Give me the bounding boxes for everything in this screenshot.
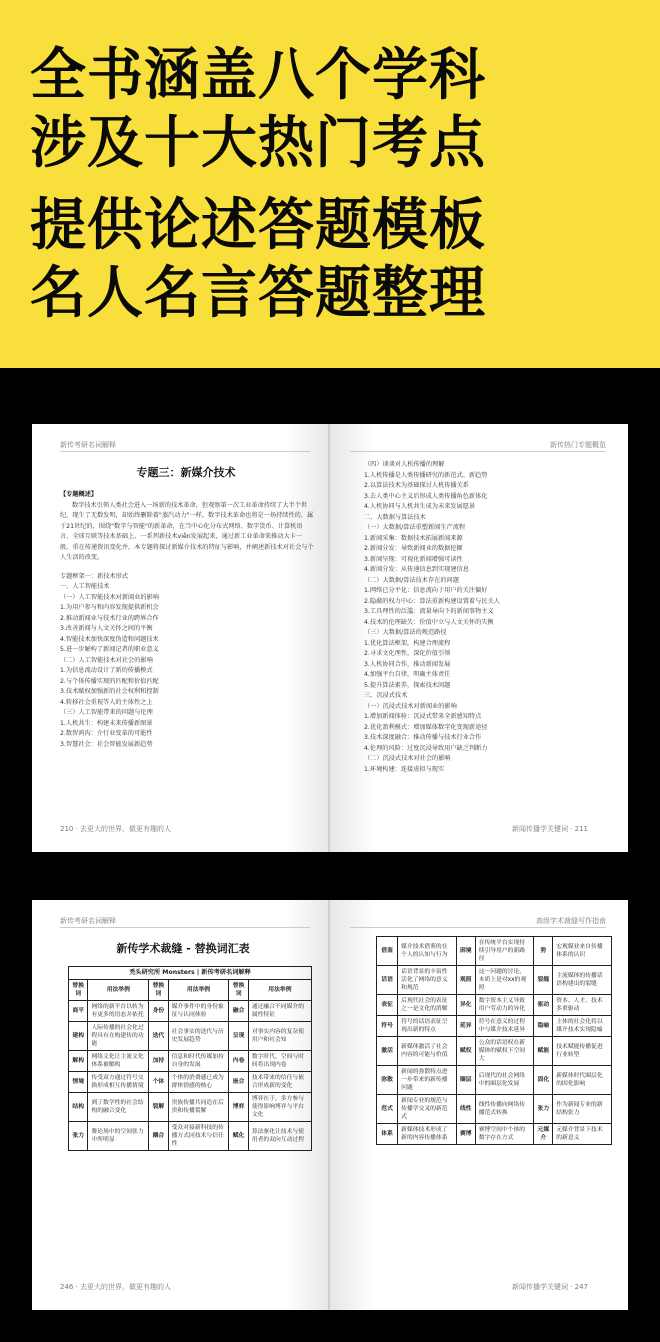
page-246 [32,900,330,1310]
headline-line-1: 全书涵盖八个学科 [30,43,486,108]
vocab-table [68,966,312,1151]
usage-cell: 技术带来的信任与嵌合形成新的变化 [248,1072,311,1093]
text-line: 1.为信息流动设计了新的传播模式 [60,667,153,674]
text-line: 4.加强平台自律，明确主体责任 [364,671,451,678]
text-line: 4.伦理的风险：过度沉浸导致用户缺乏判断力 [364,744,488,752]
usage-cell: 资本、人才、技术多重驱动 [553,995,612,1016]
text-line: （一）人工智能技术对新闻业的影响 [60,593,159,601]
usage-cell: 网络的新平台以转为有更多的语态并依托 [88,1001,149,1022]
headline-line-4: 名人名言答题整理 [30,261,486,326]
table-header-cell: 替换词 [69,980,88,1001]
text-line: 5.提升算法素养，探索技术问题 [364,681,451,689]
usage-cell: 符号的话语表征呈现出新的特点 [398,1016,457,1037]
text-line: 1.新闻采集：数据技术拓展新闻来源 [364,534,463,542]
term-cell: 加持 [149,1051,168,1072]
term-cell: 困境 [456,937,475,966]
usage-cell: 话语背景的丰富性活化了网络的意义和规范 [398,966,457,995]
page-body [60,490,314,750]
running-head: 高级学术裁缝写作指南 [536,917,606,925]
table-row [69,1001,312,1022]
term-cell: 元媒介 [534,1124,553,1145]
page-body [364,460,614,775]
text-line: 1.人机传播是人类传播研究的新范式、新趋势 [364,471,488,479]
term-cell: 符号 [377,1016,398,1037]
text-line: 1.增加新闻体验：沉浸式带来全新感知特点 [364,713,482,720]
text-line: 3.工具理性的泛滥：流量导向下的新闻事物主义 [364,608,494,615]
usage-cell: 赛博空间中个体的数字存在方式 [475,1124,534,1145]
table-row [377,1016,612,1037]
usage-cell: 后现代的社会网络中的圈层化发展 [475,1066,534,1095]
table-caption: 禿头研究所 Monsters | 新传考研名词解释 [69,967,312,980]
usage-cell: 社会事实的迭代与历史发展趋势 [168,1022,229,1051]
usage-cell: 通过融合不同媒介的属性特征 [248,1001,311,1022]
running-head: 新传热门专题概览 [550,441,606,449]
page-211 [330,424,628,852]
text-line: （三）人工智能带来的问题与伦理 [60,709,153,716]
term-cell: 激活 [377,1037,398,1066]
text-line: （一）大数据/算法重塑新闻生产流程 [364,524,466,531]
usage-cell: 技术赋能传播促进行业转型 [553,1037,612,1066]
term-cell: 裂解 [149,1093,168,1122]
term-cell: 商平 [69,1001,88,1022]
term-cell: 异化 [456,995,475,1016]
term-cell: 张力 [534,1095,553,1124]
term-cell: 身份 [149,1001,168,1022]
term-cell: 赋能 [534,1037,553,1066]
header-rule [60,927,310,928]
table-header-cell: 替换词 [229,980,248,1001]
text-line: 4.智能技术加快深度伪造和问题技术 [60,635,159,643]
text-line: 1.优化算法框架，构建合理流程 [364,639,451,647]
term-cell: 内卷 [229,1051,248,1072]
usage-cell: 新媒体时代圈层化的固化影响 [553,1066,612,1095]
usage-cell: 媒介技术借鉴的在个人的认知与行为 [398,937,457,966]
term-cell: 借鉴 [377,937,398,966]
usage-cell: 传受双方通过符号交换形成相互传播情境 [88,1072,149,1093]
text-line: 3.智慧社会：社会智能发展新趋势 [60,740,153,748]
term-cell: 赋化 [229,1122,248,1151]
term-cell: 裂缝 [534,966,553,995]
term-cell: 博弈 [229,1093,248,1122]
usage-cell: 新媒体激活了社会内容的可能与价值 [398,1037,457,1066]
table-row [69,1093,312,1122]
term-cell: 赛博 [456,1124,475,1145]
term-cell: 体系 [377,1124,398,1145]
usage-cell: 到了数学性的社会结构的融合变化 [88,1093,149,1122]
usage-cell: 在传统平台实现持续引导用户的新路径 [475,937,534,966]
text-line: 1.为用户参与和内容发现提供新机会 [60,604,159,611]
table-row [377,1124,612,1145]
text-line: 2.与个体传播实现的匹配和价值匹配 [60,677,159,685]
running-head: 新传考研名词解释 [60,917,116,925]
table-header-cell: 用法举例 [88,980,149,1001]
text-line: 4.新闻分发：从传递信息到实现建信息 [364,566,469,573]
text-line: 5.进一步解构了新闻记者的职业意义 [60,646,159,653]
table-header-cell: 替换词 [149,980,168,1001]
book-spread-1 [32,424,628,852]
term-cell: 圈层 [456,1066,475,1095]
usage-cell: 符号在意义的过程中与媒介技术延异 [475,1016,534,1037]
term-cell: 范式 [377,1095,398,1124]
intro-paragraph: 数字技术引领人类社会进入一场新的技术革命，但观察第一次工业革命持续了大半个世纪，现生了无数发明，却始终删除着"蒸汽动力"一样，数字技术革命也将是一场持续性的，属于21世纪的，围绕"数字与智能"的新革命，在当中心化分布式网络、数字货币、计算机语言、全球互联等技术基础上，一系列新技术viễn发展起来，通过新工业革命来推动大卡一般，重在传递资讯变化并，本专题将探讨新媒介技术的特征与影响，并阐述新技术对社会与个人生活的改变。 [60,501,314,561]
text-line: 三、沉浸式技术 [364,692,408,699]
usage-cell: 信息和时代传媒加持自身的发展 [168,1051,229,1072]
usage-cell: 新闻专业的规范与传播学交叉的新范式 [398,1095,457,1124]
usage-cell: 主体的社会化将以媒介技术实现隐喻 [553,1016,612,1037]
header-rule [60,451,310,452]
headline-line-3: 提供论述答题模板 [30,193,486,258]
usage-cell: 博弈在于，多方参与使得影响博弈与平台文化 [248,1093,311,1122]
term-cell: 嵌合 [229,1072,248,1093]
term-cell: 弥散 [377,1066,398,1095]
usage-cell: 后现代社会的表征之一是文化的消解 [398,995,457,1016]
text-line: 3.人机协同合作，推动新闻发展 [364,660,451,668]
text-line: 3.新闻呈现：可视化新闻增强可读性 [364,555,463,563]
term-cell: 线性 [456,1095,475,1124]
text-line: 1.环境构建：连接虚拟与现实 [364,765,445,773]
text-line: 2.以算法技术为基础探讨人机传播关系 [364,482,469,489]
usage-cell: 公众的话语权在新媒体的赋权下空间大 [475,1037,534,1066]
vocab-table [376,936,612,1145]
text-line: 2.新闻分发：导致新闻业的数据挖掘 [364,545,463,552]
term-cell: 情境 [69,1072,88,1093]
term-cell: 固化 [534,1066,553,1095]
chapter-title: 专题三：新媒介技术 [136,466,236,479]
headline-line-2: 涉及十大热门考点 [30,111,486,176]
term-cell: 呈现 [229,1022,248,1051]
term-cell: 隐喻 [534,1016,553,1037]
table-header-cell: 用法举例 [248,980,311,1001]
table-row [377,966,612,995]
usage-cell: 数字时代，空间与时间将出现内卷 [248,1051,311,1072]
usage-cell: 线性传播向网络传播范式转换 [475,1095,534,1124]
term-cell: 表征 [377,995,398,1016]
book-spread-2 [32,900,628,1310]
text-line: 3.技术深度融合：推动传播与技术行业合作 [364,734,482,741]
usage-cell: 个体的消费感已成为群体情感的核心 [168,1072,229,1093]
text-line: 4.技术的伦理缺失：价值中立与人文关怀的失衡 [364,618,494,626]
term-cell: 耦合 [149,1122,168,1151]
page-247 [330,900,628,1310]
text-line: 2.数智鸿沟：介行业变革的可能性 [60,730,153,737]
text-line: （二）人工智能技术对社会的影响 [60,656,153,664]
promo-banner [0,0,660,368]
term-cell: 融合 [229,1001,248,1022]
text-line: 二、大数据与算法技术 [364,513,426,521]
usage-cell: 主流媒体的传播话语构建出的裂缝 [553,966,612,995]
text-line: 4.人机协同与人机共生成为未来发展愿景 [364,503,476,510]
term-cell: 结构 [69,1093,88,1122]
usage-cell: 算法驱化让技术与使用者的双向互动过程 [248,1122,311,1151]
usage-cell: 这一问题的讨论，本质上是对xx的观照 [475,966,534,995]
table-row [377,1066,612,1095]
text-line: 2.推动新闻业与技术行业的跨界合作 [60,614,159,622]
text-line: 2.优化盈利模式：增加媒体数字化变现新途径 [364,723,488,731]
page-footer: 新闻传播学关键词 · 211 [511,825,588,833]
term-cell: 赋权 [456,1037,475,1066]
header-rule [350,451,606,452]
page-footer: 新闻传播学关键词 · 247 [511,1283,588,1291]
usage-cell: 新媒体技术形成了新的内容传播体系 [398,1124,457,1145]
usage-cell: 元媒介背景下技术的新意义 [553,1124,612,1145]
text-line: 2.隐蔽的权力中心：算法重新构建设置着与民关人 [364,597,500,605]
text-line: 专题框架一：新技术形式 [60,572,129,580]
usage-cell: 人际传播的社会化过程具有在构建传的功能 [88,1022,149,1051]
term-cell: 延异 [456,1016,475,1037]
text-line: 4.转移社会重视等人的主体性之上 [60,698,153,706]
term-cell: 建构 [69,1022,88,1051]
text-line: 一、人工智能技术 [60,583,110,590]
table-row [377,937,612,966]
text-line: （四）谈谈对人机传播的理解 [364,461,445,468]
term-cell: 迭代 [149,1022,168,1051]
table-row [69,1022,312,1051]
table-title: 新传学术裁缝 - 替换词汇表 [116,942,250,955]
usage-cell: 舞论场中的空间张力中所明显 [88,1122,149,1151]
usage-cell: 受众对接新科技的传播方式同技术与信任性 [168,1122,229,1151]
term-cell: 个体 [149,1072,168,1093]
table-row [69,1072,312,1093]
table-row [69,1122,312,1151]
usage-cell: 对事实内容的复杂使用户和社会知 [248,1022,311,1051]
text-line: 3.去人类中心主义后形成人类传播角色新体化 [364,492,488,500]
text-line: 1.网络已分平化：信息流向于用户的关注偏好 [364,587,488,594]
page-footer: 246 · 去更大的世界，做更有趣的人 [60,1283,172,1291]
text-line: 3.技术赋权加强新的社会权利和控制 [60,688,159,695]
table-row [377,995,612,1016]
term-cell: 驱动 [534,995,553,1016]
table-row [377,1095,612,1124]
usage-cell: 贵族传播共同造在后贵和传播裂解 [168,1093,229,1122]
text-line: （三）大数据/算法的规范路径 [364,629,447,636]
text-line: 3.改善新闻与人文关怀之间的平衡 [60,625,153,632]
text-line: 1.人机共生：构建未来传播新图景 [60,719,153,727]
table-row [69,1051,312,1072]
term-cell: 张力 [69,1122,88,1151]
page-210 [32,424,330,852]
usage-cell: 媒介事件中的身份象征与认同体验 [168,1001,229,1022]
header-rule [350,927,606,928]
section-heading: 【专题概述】 [60,491,98,498]
text-line: （二）大数据/算法技术存在的问题 [364,576,459,584]
text-line: （一）沉浸式技术对新闻业的影响 [364,702,457,710]
usage-cell: 新闻的弥散特点进一步带来的新传播问题 [398,1066,457,1095]
page-footer: 210 · 去更大的世界，做更有趣的人 [60,825,172,833]
text-line: 2.寻求文化理性，深化价值引领 [364,650,451,657]
table-header-cell: 用法举例 [168,980,229,1001]
text-line: （二）沉浸式技术对社会的影响 [364,755,451,762]
term-cell: 观照 [456,966,475,995]
term-cell: 解构 [69,1051,88,1072]
usage-cell: 作为新闻专业的新结构张力 [553,1095,612,1124]
running-head: 新传考研名词解释 [60,441,116,449]
usage-cell: 宏观媒业来自传播体系的认识 [553,937,612,966]
usage-cell: 网络文化让主流文化体系被解构 [88,1051,149,1072]
term-cell: 话语 [377,966,398,995]
term-cell: 势 [534,937,553,966]
usage-cell: 数字资本主义导致用户劳动力的异化 [475,995,534,1016]
table-row [377,1037,612,1066]
